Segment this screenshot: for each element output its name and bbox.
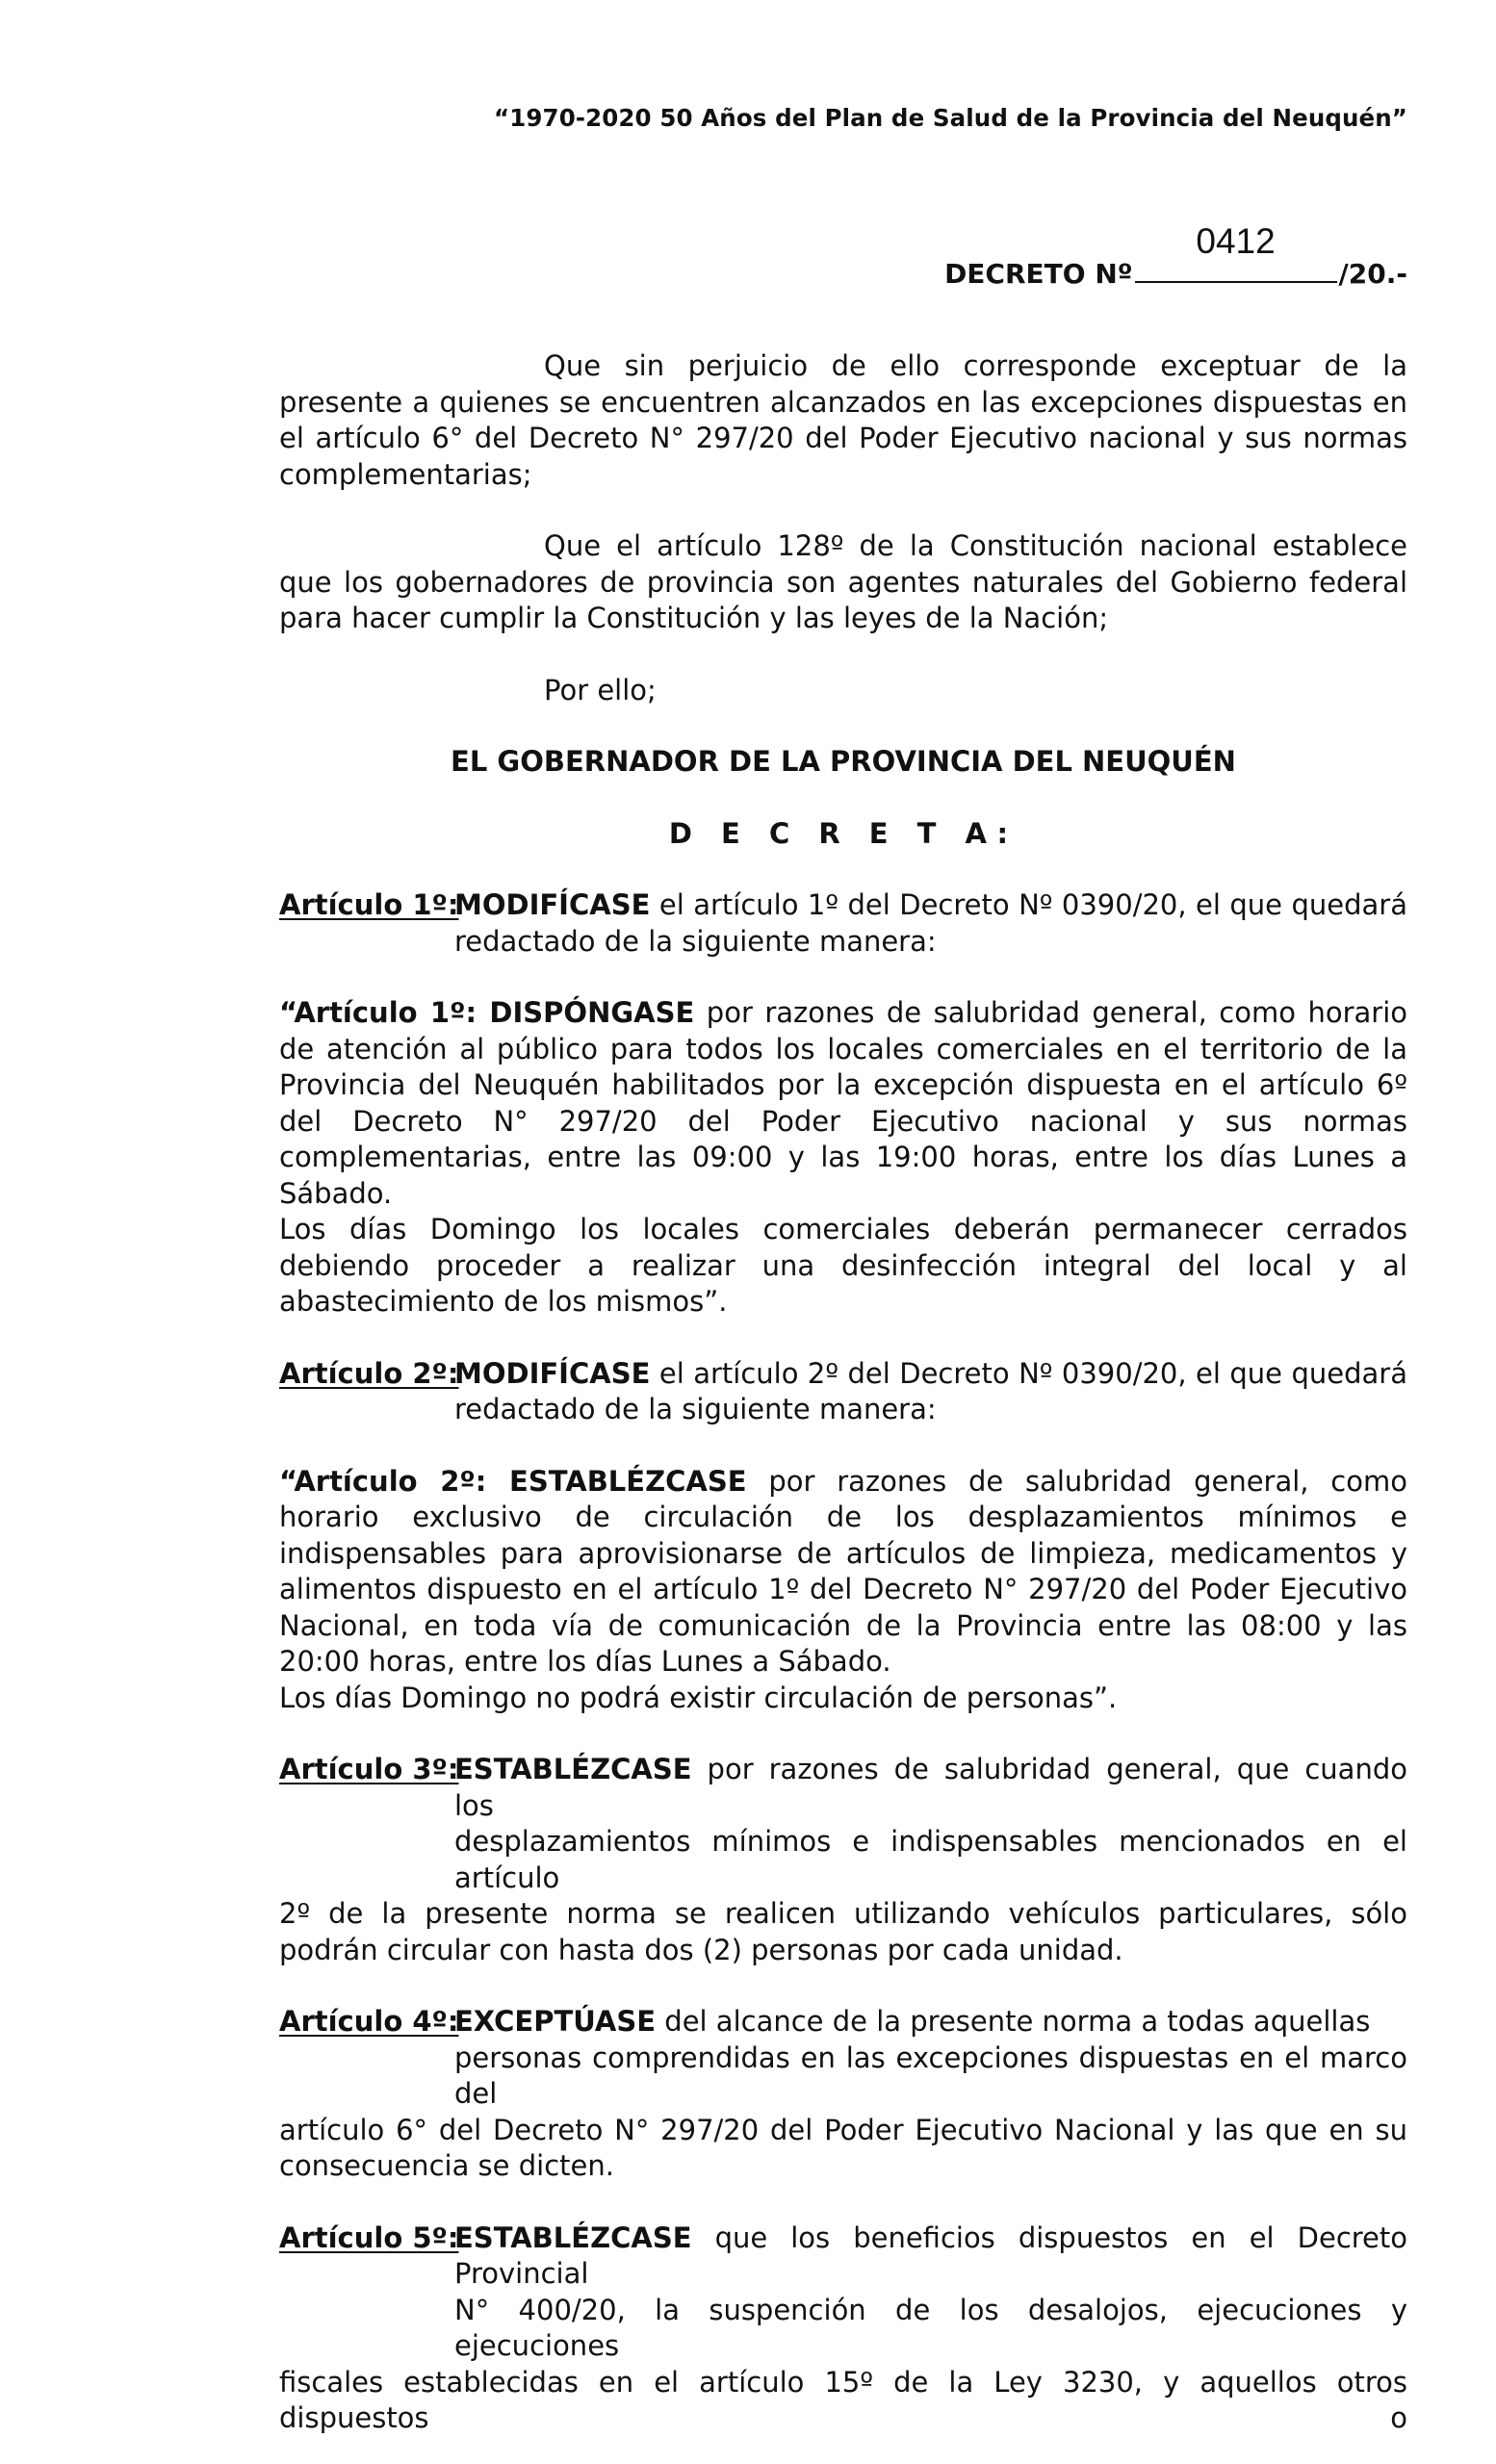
- article-5: [279, 2220, 1407, 2437]
- quoted-article-1-lead: “Artículo 1º: DISPÓNGASE: [279, 996, 695, 1029]
- article-2-verb: MODIFÍCASE: [454, 1356, 651, 1390]
- article-2-text: el artículo 2º del Decreto Nº 0390/20, el que quedará redactado de la siguiente manera:: [454, 1356, 1407, 1425]
- quoted-article-2-lead: “Artículo 2º: ESTABLÉZCASE: [279, 1464, 747, 1498]
- article-2-label: Artículo 2º:: [279, 1356, 459, 1390]
- authority-heading: EL GOBERNADOR DE LA PROVINCIA DEL NEUQUÉN: [451, 745, 1236, 778]
- decreta-heading: D E C R E T A:: [668, 816, 1019, 850]
- decree-suffix: /20.-: [1338, 258, 1407, 290]
- decree-label: DECRETO Nº: [944, 258, 1133, 290]
- considerando-paragraph-1: Que sin perjuicio de ello corresponde exceptuar de la presente a quienes se encuentren alcanzados en las excepciones dispuestas en el artículo 6° del Decreto N° 297/20 del Poder Ejecutivo nacional y sus normas complementarias;: [279, 349, 1407, 491]
- decree-number-field: [1135, 221, 1337, 283]
- article-5-verb: ESTABLÉZCASE: [454, 2220, 692, 2254]
- article-5-label: Artículo 5º:: [279, 2220, 459, 2254]
- decree-number-line: [830, 221, 1407, 290]
- article-5-text-line1: que los beneficios dispuestos en el Decreto Provincial: [454, 2220, 1407, 2290]
- quoted-article-1-text-2: Los días Domingo los locales comerciales deberán permanecer cerrados debiendo proceder a realizar una desinfección integral del local y al abastecimiento de los mismos”.: [279, 1213, 1407, 1318]
- quoted-article-1-text: por razones de salubridad general, como horario de atención al público para todos los locales comerciales en el territorio de la Provincia del Neuquén habilitados por la excepción dispuesta en el artículo 6º del Decreto N° 297/20 del Poder Ejecutivo nacional y sus normas complementarias, entre las 09:00 y las 19:00 horas, entre los días Lunes a Sábado.: [279, 996, 1408, 1210]
- article-1-verb: MODIFÍCASE: [454, 888, 651, 921]
- article-3-text-line1: por razones de salubridad general, que cuando los: [454, 1753, 1407, 1822]
- article-4-label: Artículo 4º:: [279, 2005, 459, 2038]
- considerando-paragraph-2: Que el artículo 128º de la Constitución nacional establece que los gobernadores de provincia son agentes naturales del Gobierno federal para hacer cumplir la Constitución y las leyes de la Nación;: [279, 529, 1407, 634]
- quoted-article-2-text-2: Los días Domingo no podrá existir circulación de personas”.: [279, 1681, 1118, 1714]
- article-5-text-rest: fiscales establecidas en el artículo 15º de la Ley 3230, y aquellos otros dispuestos o: [279, 2365, 1407, 2434]
- article-1: [279, 887, 1407, 960]
- quoted-article-2-text: por razones de salubridad general, como horario exclusivo de circulación de los desplazamientos mínimos e indispensables para aprovisionarse de artículos de limpieza, medicamentos y alimentos dispuesto en el artículo 1º del Decreto N° 297/20 del Poder Ejecutivo Nacional, en toda vía de comunicación de la Provincia entre las 08:00 y las 20:00 horas, entre los días Lunes a Sábado.: [279, 1464, 1407, 1678]
- article-3-text-line2: desplazamientos mínimos e indispensables mencionados en el artículo: [454, 1825, 1407, 1894]
- article-3-verb: ESTABLÉZCASE: [454, 1753, 692, 1785]
- article-4-verb: EXCEPTÚASE: [454, 2005, 657, 2038]
- document-body: [279, 348, 1407, 2437]
- article-3: [279, 1752, 1407, 1968]
- quoted-article-2: [279, 1464, 1407, 1681]
- article-4-text-line2: personas comprendidas en las excepciones dispuestas en el marco del: [454, 2040, 1407, 2110]
- article-4-text-rest: artículo 6° del Decreto N° 297/20 del Poder Ejecutivo Nacional y las que en su consecuencia se dicten.: [279, 2113, 1407, 2182]
- article-3-text-rest: 2º de la presente norma se realicen utilizando vehículos particulares, sólo podrán circular con hasta dos (2) personas por cada unidad.: [279, 1897, 1407, 1966]
- article-2: [279, 1356, 1407, 1428]
- article-3-label: Artículo 3º:: [279, 1753, 459, 1785]
- article-4-text-line1: del alcance de la presente norma a todas aquellas: [656, 2005, 1371, 2038]
- article-1-label: Artículo 1º:: [279, 888, 459, 921]
- article-5-text-line2: N° 400/20, la suspención de los desalojos, ejecuciones y ejecuciones: [454, 2293, 1407, 2362]
- article-4: [279, 2004, 1407, 2185]
- decree-number-value: 0412: [1196, 221, 1276, 261]
- quoted-article-1: [279, 995, 1407, 1212]
- article-1-text: el artículo 1º del Decreto Nº 0390/20, el que quedará redactado de la siguiente manera:: [454, 888, 1407, 958]
- header-motto: “1970-2020 50 Años del Plan de Salud de la Provincia del Neuquén”: [494, 104, 1407, 132]
- por-ello-paragraph: Por ello;: [544, 673, 657, 706]
